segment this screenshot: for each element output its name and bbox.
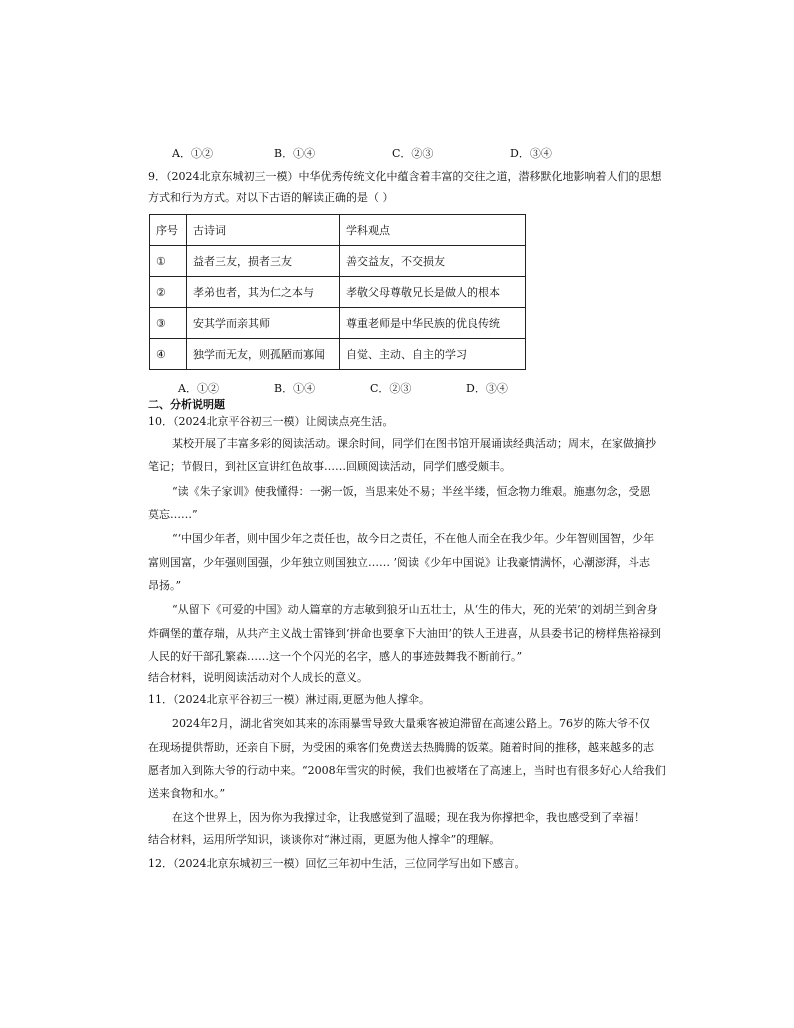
q11-line: 在这个世界上，因为你为我撑过伞，让我感觉到了温暖；现在我为你撑把伞，我也感受到了幸福！ (172, 811, 645, 824)
q9-options (0, 381, 794, 397)
q10-line: 富则国富，少年强则国强，少年独立则国独立…… ’阅读《少年中国说》让我豪情满怀，心潮澎湃，斗志 (148, 556, 650, 569)
q9-option-b: B．①④ (274, 382, 316, 395)
q11-line: 在现场提供帮助，还亲自下厨，为受困的乘客们免费送去热腾腾的饭菜。随着时间的推移，越来越多的志 (148, 741, 654, 754)
table-row (150, 277, 526, 308)
row-view: 孝敬父母尊敬兄长是做人的根本 (340, 277, 526, 308)
table-row (150, 308, 526, 339)
q10-line: “从留下《可爱的中国》动人篇章的方志敏到狼牙山五壮士，从‘生的伟大，死的光荣’的刘胡兰到舍身 (172, 603, 658, 616)
q10-line: “‘中国少年者，则中国少年之责任也，故今日之责任，不在他人而全在我少年。少年智则国智，少年 (172, 532, 655, 545)
row-poem: 益者三友，损者三友 (187, 246, 340, 277)
row-poem: 独学而无友，则孤陋而寡闻 (187, 339, 340, 370)
q8-option-c: C．②③ (392, 147, 434, 160)
q10-line: “读《朱子家训》使我懂得：一粥一饭，当思来处不易；半丝半缕，恒念物力维艰。施惠勿念，受恩 (172, 485, 651, 498)
row-view: 自觉、主动、自主的学习 (340, 339, 526, 370)
q10-line: 昂扬。” (148, 579, 182, 592)
q9-option-a: A．①② (178, 382, 219, 395)
q11-line: 送来食物和水。” (148, 787, 226, 800)
header-poem: 古诗词 (187, 215, 340, 246)
table-row (150, 246, 526, 277)
row-view: 尊重老师是中华民族的优良传统 (340, 308, 526, 339)
q8-options (0, 146, 794, 162)
row-view: 善交益友，不交损友 (340, 246, 526, 277)
section-title: 二、分析说明题 (148, 398, 225, 411)
q9-table-header (150, 215, 526, 246)
q9-option-d: D．③④ (466, 382, 508, 395)
q8-option-b: B．①④ (274, 147, 316, 160)
q11-title: 11．（2024北京平谷初三一模）淋过雨,更愿为他人撑伞。 (148, 693, 430, 706)
q11-line: 愿者加入到陈大爷的行动中来。“2008年雪灾的时候，我们也被堵在了高速上，当时也有很多好心人给我们 (148, 764, 666, 777)
header-view: 学科观点 (340, 215, 526, 246)
header-number: 序号 (150, 215, 187, 246)
q10-question: 结合材料，说明阅读活动对个人成长的意义。 (148, 671, 368, 684)
q9-option-c: C．②③ (370, 382, 412, 395)
table-row (150, 339, 526, 370)
row-number: ④ (150, 339, 187, 370)
q8-option-a: A．①② (172, 147, 213, 160)
q8-option-d: D．③④ (510, 147, 552, 160)
q9-stem-line2: 方式和行为方式。对以下古语的解读正确的是（ ） (148, 191, 394, 204)
q9-table (149, 214, 526, 370)
q12-title: 12．（2024北京东城初三一模）回忆三年初中生活，三位同学写出如下感言。 (148, 857, 526, 870)
q10-title: 10．（2024北京平谷初三一模）让阅读点亮生活。 (148, 415, 394, 428)
q10-line: 某校开展了丰富多彩的阅读活动。课余时间，同学们在图书馆开展诵读经典活动；周末，在家做摘抄 (172, 437, 656, 450)
row-number: ① (150, 246, 187, 277)
row-number: ② (150, 277, 187, 308)
q11-question: 结合材料，运用所学知识，谈谈你对“淋过雨，更愿为他人撑伞”的理解。 (148, 833, 501, 846)
q10-line: 炸碉堡的董存瑞，从共产主义战士雷锋到‘拼命也要拿下大油田’的铁人王进喜，从县委书记的榜样焦裕禄到 (148, 627, 661, 640)
q11-line: 2024年2月，湖北省突如其来的冻雨暴雪导致大量乘客被迫滞留在高速公路上。76岁的陈大爷不仅 (172, 717, 650, 730)
row-poem: 孝弟也者，其为仁之本与 (187, 277, 340, 308)
q10-line: 笔记；节假日，到社区宣讲红色故事……回顾阅读活动，同学们感受颇丰。 (148, 460, 511, 473)
q10-line: 人民的好干部孔繁森……这一个个闪光的名字，感人的事迹鼓舞我不断前行。” (148, 650, 523, 663)
row-number: ③ (150, 308, 187, 339)
q9-stem-line1: 9．（2024北京东城初三一模）中华优秀传统文化中蕴含着丰富的交往之道，潜移默化地影响着人们的思想 (148, 170, 662, 183)
q10-line: 莫忘……” (148, 508, 198, 521)
row-poem: 安其学而亲其师 (187, 308, 340, 339)
